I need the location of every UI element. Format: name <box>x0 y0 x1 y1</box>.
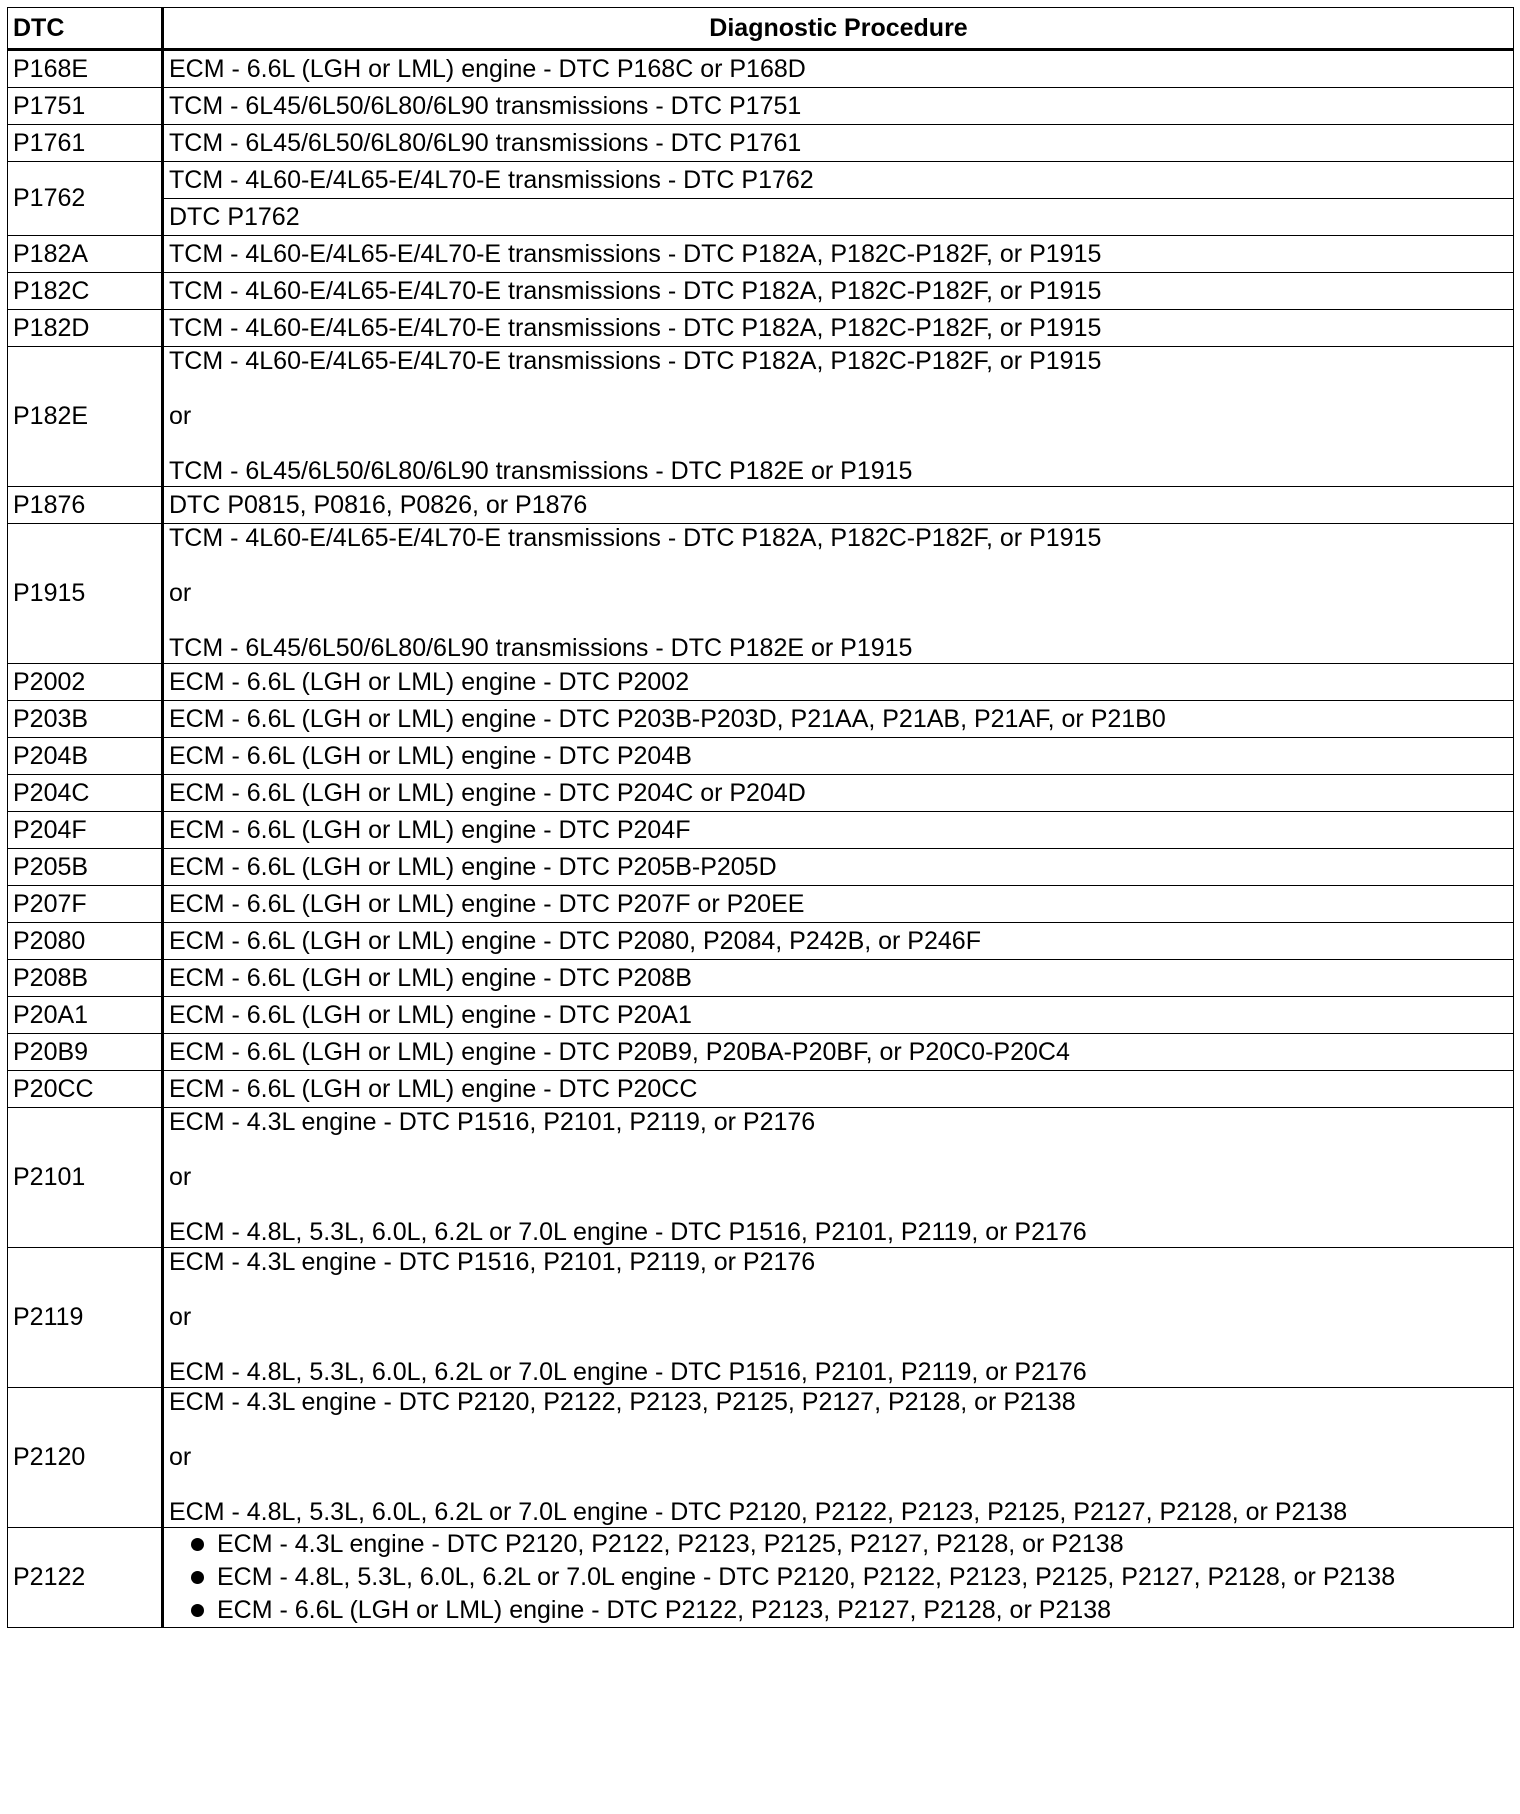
bullet-icon <box>191 1571 204 1584</box>
dtc-code: P20A1 <box>8 997 163 1034</box>
procedure-text: ECM - 4.3L engine - DTC P2120, P2122, P2123, P2125, P2127, P2128, or P2138 <box>217 1530 1124 1558</box>
dtc-procedure-table <box>7 7 1514 1628</box>
table-row <box>8 775 1514 812</box>
table-row <box>8 812 1514 849</box>
procedure-text: TCM - 6L45/6L50/6L80/6L90 transmissions - DTC P1751 <box>163 88 1514 125</box>
procedure-bullet-item <box>169 1561 1508 1594</box>
table-row <box>8 236 1514 273</box>
procedure-text: TCM - 4L60-E/4L65-E/4L70-E transmissions - DTC P182A, P182C-P182F, or P1915 <box>169 524 1102 552</box>
table-row <box>8 1071 1514 1108</box>
table-row <box>8 886 1514 923</box>
table-header-row <box>8 8 1514 50</box>
procedure-text: ECM - 4.8L, 5.3L, 6.0L, 6.2L or 7.0L engine - DTC P1516, P2101, P2119, or P2176 <box>169 1218 1087 1246</box>
procedure-text: TCM - 4L60-E/4L65-E/4L70-E transmissions - DTC P182A, P182C-P182F, or P1915 <box>163 273 1514 310</box>
table-row <box>8 1248 1514 1388</box>
dtc-code: P204C <box>8 775 163 812</box>
table-row <box>8 1034 1514 1071</box>
dtc-code: P182C <box>8 273 163 310</box>
procedure-cell <box>163 1248 1514 1388</box>
table-row <box>8 1528 1514 1628</box>
procedure-text: ECM - 6.6L (LGH or LML) engine - DTC P2080, P2084, P242B, or P246F <box>163 923 1514 960</box>
procedure-text: ECM - 6.6L (LGH or LML) engine - DTC P20B9, P20BA-P20BF, or P20C0-P20C4 <box>163 1034 1514 1071</box>
dtc-code: P203B <box>8 701 163 738</box>
dtc-code: P2119 <box>8 1248 163 1388</box>
dtc-code: P2120 <box>8 1388 163 1528</box>
table-row <box>8 125 1514 162</box>
dtc-code: P182D <box>8 310 163 347</box>
procedure-text: TCM - 4L60-E/4L65-E/4L70-E transmissions - DTC P1762 <box>163 162 1514 199</box>
table-row <box>8 1388 1514 1528</box>
bullet-icon <box>191 1604 204 1617</box>
or-separator: or <box>169 1443 192 1471</box>
procedure-cell <box>163 1528 1514 1628</box>
procedure-text: ECM - 6.6L (LGH or LML) engine - DTC P204B <box>163 738 1514 775</box>
table-row <box>8 50 1514 88</box>
table-body <box>8 50 1514 1628</box>
procedure-text: ECM - 6.6L (LGH or LML) engine - DTC P203B-P203D, P21AA, P21AB, P21AF, or P21B0 <box>163 701 1514 738</box>
column-header-procedure: Diagnostic Procedure <box>163 8 1514 50</box>
table-row <box>8 88 1514 125</box>
procedure-cell <box>163 1388 1514 1528</box>
table-row <box>8 199 1514 236</box>
dtc-code: P204F <box>8 812 163 849</box>
column-header-dtc: DTC <box>8 8 163 50</box>
procedure-cell <box>163 1108 1514 1248</box>
procedure-text: ECM - 6.6L (LGH or LML) engine - DTC P208B <box>163 960 1514 997</box>
table-row <box>8 162 1514 199</box>
table-row <box>8 310 1514 347</box>
dtc-code: P182E <box>8 347 163 487</box>
procedure-bullet-item <box>169 1594 1508 1627</box>
table-row <box>8 347 1514 487</box>
procedure-text: ECM - 4.3L engine - DTC P2120, P2122, P2123, P2125, P2127, P2128, or P2138 <box>169 1388 1076 1416</box>
procedure-text: ECM - 6.6L (LGH or LML) engine - DTC P20CC <box>163 1071 1514 1108</box>
procedure-text: TCM - 6L45/6L50/6L80/6L90 transmissions - DTC P182E or P1915 <box>169 634 913 662</box>
procedure-text: ECM - 6.6L (LGH or LML) engine - DTC P207F or P20EE <box>163 886 1514 923</box>
procedure-text: TCM - 6L45/6L50/6L80/6L90 transmissions - DTC P1761 <box>163 125 1514 162</box>
procedure-text: ECM - 6.6L (LGH or LML) engine - DTC P2002 <box>163 664 1514 701</box>
table-row <box>8 701 1514 738</box>
table-row <box>8 997 1514 1034</box>
dtc-code: P1761 <box>8 125 163 162</box>
procedure-text: TCM - 6L45/6L50/6L80/6L90 transmissions - DTC P182E or P1915 <box>169 457 913 485</box>
table-row <box>8 849 1514 886</box>
procedure-text: ECM - 4.8L, 5.3L, 6.0L, 6.2L or 7.0L engine - DTC P2120, P2122, P2123, P2125, P2127, P2128, or P2138 <box>169 1498 1348 1526</box>
dtc-code: P205B <box>8 849 163 886</box>
dtc-code: P204B <box>8 738 163 775</box>
dtc-code: P2122 <box>8 1528 163 1628</box>
procedure-text: TCM - 4L60-E/4L65-E/4L70-E transmissions - DTC P182A, P182C-P182F, or P1915 <box>163 236 1514 273</box>
table-row <box>8 738 1514 775</box>
procedure-cell <box>163 524 1514 664</box>
procedure-text: ECM - 4.3L engine - DTC P1516, P2101, P2119, or P2176 <box>169 1248 816 1276</box>
procedure-text: ECM - 6.6L (LGH or LML) engine - DTC P204C or P204D <box>163 775 1514 812</box>
procedure-text: TCM - 4L60-E/4L65-E/4L70-E transmissions - DTC P182A, P182C-P182F, or P1915 <box>163 310 1514 347</box>
dtc-code: P20B9 <box>8 1034 163 1071</box>
or-separator: or <box>169 1303 192 1331</box>
procedure-bullet-item <box>169 1528 1508 1561</box>
or-separator: or <box>169 579 192 607</box>
procedure-text: ECM - 4.8L, 5.3L, 6.0L, 6.2L or 7.0L engine - DTC P2120, P2122, P2123, P2125, P2127, P2128, or P2138 <box>217 1563 1396 1591</box>
procedure-text: TCM - 4L60-E/4L65-E/4L70-E transmissions - DTC P182A, P182C-P182F, or P1915 <box>169 347 1102 375</box>
or-separator: or <box>169 1163 192 1191</box>
dtc-code: P182A <box>8 236 163 273</box>
procedure-text: ECM - 4.8L, 5.3L, 6.0L, 6.2L or 7.0L engine - DTC P1516, P2101, P2119, or P2176 <box>169 1358 1087 1386</box>
procedure-text: ECM - 6.6L (LGH or LML) engine - DTC P20A1 <box>163 997 1514 1034</box>
dtc-code: P2101 <box>8 1108 163 1248</box>
table-row <box>8 960 1514 997</box>
dtc-code: P168E <box>8 50 163 88</box>
table-row <box>8 273 1514 310</box>
bullet-icon <box>191 1538 204 1551</box>
or-separator: or <box>169 402 192 430</box>
dtc-code: P1915 <box>8 524 163 664</box>
dtc-code: P2080 <box>8 923 163 960</box>
table-row <box>8 923 1514 960</box>
procedure-text: DTC P0815, P0816, P0826, or P1876 <box>163 487 1514 524</box>
procedure-text: ECM - 4.3L engine - DTC P1516, P2101, P2119, or P2176 <box>169 1108 816 1136</box>
dtc-code: P1762 <box>8 162 163 236</box>
procedure-text: ECM - 6.6L (LGH or LML) engine - DTC P205B-P205D <box>163 849 1514 886</box>
table-row <box>8 664 1514 701</box>
procedure-text: DTC P1762 <box>163 199 1514 236</box>
procedure-text: ECM - 6.6L (LGH or LML) engine - DTC P2122, P2123, P2127, P2128, or P2138 <box>217 1596 1112 1624</box>
procedure-text: ECM - 6.6L (LGH or LML) engine - DTC P204F <box>163 812 1514 849</box>
procedure-text: ECM - 6.6L (LGH or LML) engine - DTC P168C or P168D <box>163 50 1514 88</box>
procedure-bullet-list <box>169 1528 1508 1627</box>
dtc-code: P207F <box>8 886 163 923</box>
dtc-code: P1876 <box>8 487 163 524</box>
dtc-code: P2002 <box>8 664 163 701</box>
table-row <box>8 524 1514 664</box>
dtc-code: P1751 <box>8 88 163 125</box>
dtc-code: P20CC <box>8 1071 163 1108</box>
table-row <box>8 487 1514 524</box>
procedure-cell <box>163 347 1514 487</box>
dtc-code: P208B <box>8 960 163 997</box>
table-row <box>8 1108 1514 1248</box>
